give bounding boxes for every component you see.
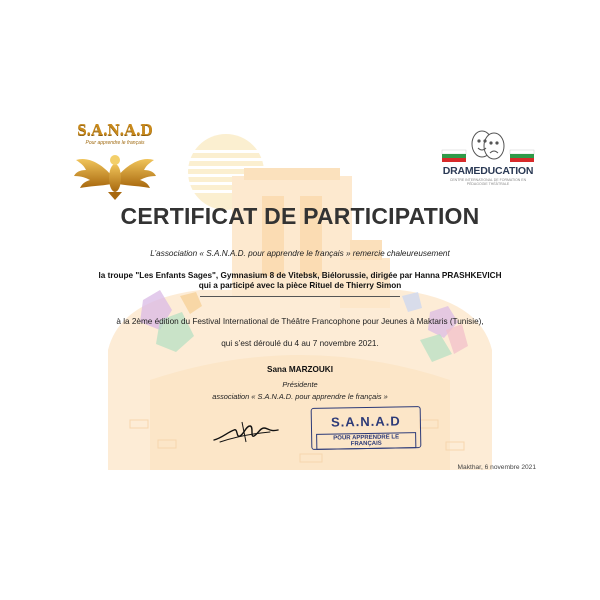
drameducation-logo-word: DRAMEDUCATION <box>442 165 534 177</box>
handwritten-signature <box>212 418 284 446</box>
stamp-line-1: S.A.N.A.D <box>330 413 401 430</box>
intro-text: L’association « S.A.N.A.D. pour apprendre le français » remercie chaleureusement <box>150 249 450 258</box>
signer-name: Sana MARZOUKI <box>267 365 333 374</box>
sanad-logo <box>72 118 158 200</box>
edition-text: à la 2ème édition du Festival International de Théâtre Francophone pour Jeunes à Maktaris (Tunisie), <box>116 317 484 326</box>
theatre-masks-flag-icon <box>440 128 536 168</box>
place-and-date: Makthar, 6 novembre 2021 <box>457 464 536 471</box>
recipient-line-1: la troupe "Les Enfants Sages", Gymnasium 8 de Vitebsk, Biélorussie, dirigée par Hanna PRASHKEVICH <box>98 271 502 280</box>
association-stamp <box>311 406 422 450</box>
winged-emblem-icon <box>72 146 158 200</box>
sanad-logo-tagline: Pour apprendre le français <box>85 140 145 146</box>
divider-line <box>200 296 400 297</box>
stamp-line-2: POUR APPRENDRE LE FRANÇAIS <box>316 432 416 450</box>
dates-text: qui s’est déroulé du 4 au 7 novembre 2021. <box>221 339 379 348</box>
certificate-title: CERTIFICAT DE PARTICIPATION <box>120 203 480 229</box>
signer-role: Présidente <box>282 380 318 389</box>
drameducation-logo-subtitle: CENTRE INTERNATIONAL DE FORMATION EN PÉDAGOGIE THÉÂTRALE <box>449 178 527 186</box>
recipient-block <box>0 271 600 291</box>
drameducation-logo <box>440 128 536 190</box>
signer-organization: association « S.A.N.A.D. pour apprendre le français » <box>212 392 388 401</box>
recipient-line-2: qui a participé avec la pièce Rituel de Thierry Simon <box>198 281 402 290</box>
sanad-logo-word: S.A.N.A.D <box>77 120 153 139</box>
